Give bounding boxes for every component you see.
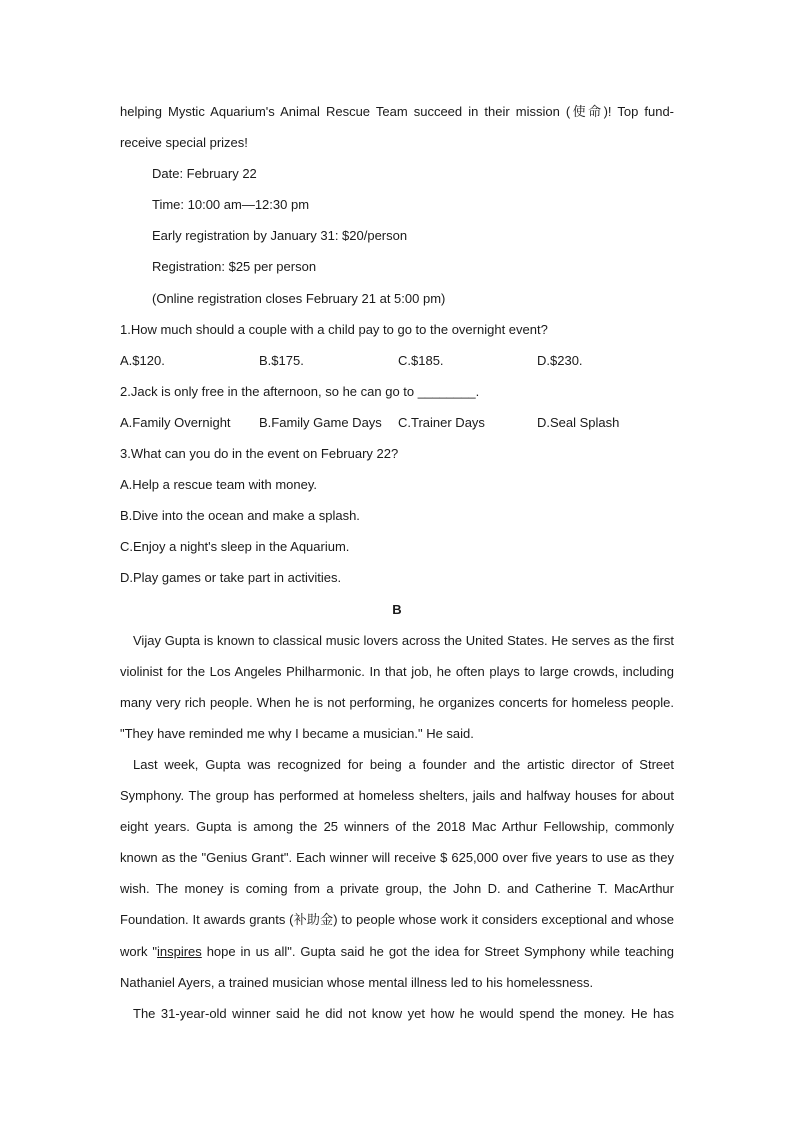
- passage-b-p2-line-3: eight years. Gupta is among the 25 winners of the 2018 Mac Arthur Fellowship, commonly: [120, 819, 674, 835]
- question-2-option-c: C.Trainer Days: [398, 414, 485, 430]
- question-1-option-a: A.$120.: [120, 352, 165, 368]
- question-3-option-b: B.Dive into the ocean and make a splash.: [120, 508, 360, 524]
- question-2-stem: 2.Jack is only free in the afternoon, so he can go to ________.: [120, 383, 480, 399]
- intro-line-2: receive special prizes!: [120, 135, 248, 151]
- passage-b-p2-line-1: Last week, Gupta was recognized for being a founder and the artistic director of Street: [133, 756, 674, 772]
- question-1-option-b: B.$175.: [259, 352, 304, 368]
- question-1-stem: 1.How much should a couple with a child pay to go to the overnight event?: [120, 321, 548, 337]
- question-1-option-d: D.$230.: [537, 352, 583, 368]
- underlined-word-inspires: inspires: [156, 943, 202, 959]
- document-page: [120, 96, 674, 1029]
- line-7-after: hope in us all". Gupta said he got the idea for Street Symphony while teaching: [201, 943, 674, 959]
- passage-b-p1-line-4: "They have reminded me why I became a musician." He said.: [120, 725, 474, 741]
- question-2-option-b: B.Family Game Days: [259, 414, 382, 430]
- question-3-option-c: C.Enjoy a night's sleep in the Aquarium.: [120, 539, 350, 555]
- question-3-stem: 3.What can you do in the event on February 22?: [120, 446, 399, 462]
- question-2-option-d: D.Seal Splash: [537, 414, 620, 430]
- passage-b-p2-line-7: [120, 936, 674, 967]
- intro-line-1: helping Mystic Aquarium's Animal Rescue Team succeed in their mission (使命)! Top fund-: [120, 104, 674, 119]
- passage-b-p1-line-3: many very rich people. When he is not performing, he organizes concerts for homeless people.: [120, 694, 674, 710]
- passage-b-p2-line-5: wish. The money is coming from a private group, the John D. and Catherine T. MacArthur: [120, 881, 674, 897]
- early-registration: Early registration by January 31: $20/person: [152, 228, 408, 244]
- question-2-option-a: A.Family Overnight: [120, 414, 231, 430]
- registration-price: Registration: $25 per person: [152, 259, 317, 275]
- question-1-options: [120, 345, 674, 376]
- event-date: Date: February 22: [152, 166, 257, 182]
- passage-b-p2-line-8: Nathaniel Ayers, a trained musician whose mental illness led to his homelessness.: [120, 974, 594, 990]
- passage-b-p3-line-1: The 31-year-old winner said he did not know yet how he would spend the money. He has: [133, 1005, 674, 1021]
- line-7-before: work ": [120, 943, 157, 959]
- question-3-option-a: A.Help a rescue team with money.: [120, 477, 318, 493]
- passage-b-p2-line-4: known as the "Genius Grant". Each winner will receive $ 625,000 over five years to use as they: [120, 850, 674, 866]
- passage-b-p2-line-2: Symphony. The group has performed at homeless shelters, jails and halfway houses for about: [120, 788, 674, 804]
- online-registration-note: (Online registration closes February 21 at 5:00 pm): [152, 290, 446, 306]
- passage-b-p1-line-1: Vijay Gupta is known to classical music lovers across the United States. He serves as the first: [133, 632, 674, 648]
- question-1-option-c: C.$185.: [398, 352, 444, 368]
- event-time: Time: 10:00 am—12:30 pm: [152, 197, 310, 213]
- question-3-option-d: D.Play games or take part in activities.: [120, 570, 342, 586]
- passage-b-p2-line-6: Foundation. It awards grants (补助金) to people whose work it considers exceptional and whose: [120, 912, 674, 928]
- question-2-options: [120, 407, 674, 438]
- section-b-heading: B: [392, 601, 402, 617]
- passage-b-p1-line-2: violinist for the Los Angeles Philharmonic. In that job, he often plays to large crowds, including: [120, 663, 674, 679]
